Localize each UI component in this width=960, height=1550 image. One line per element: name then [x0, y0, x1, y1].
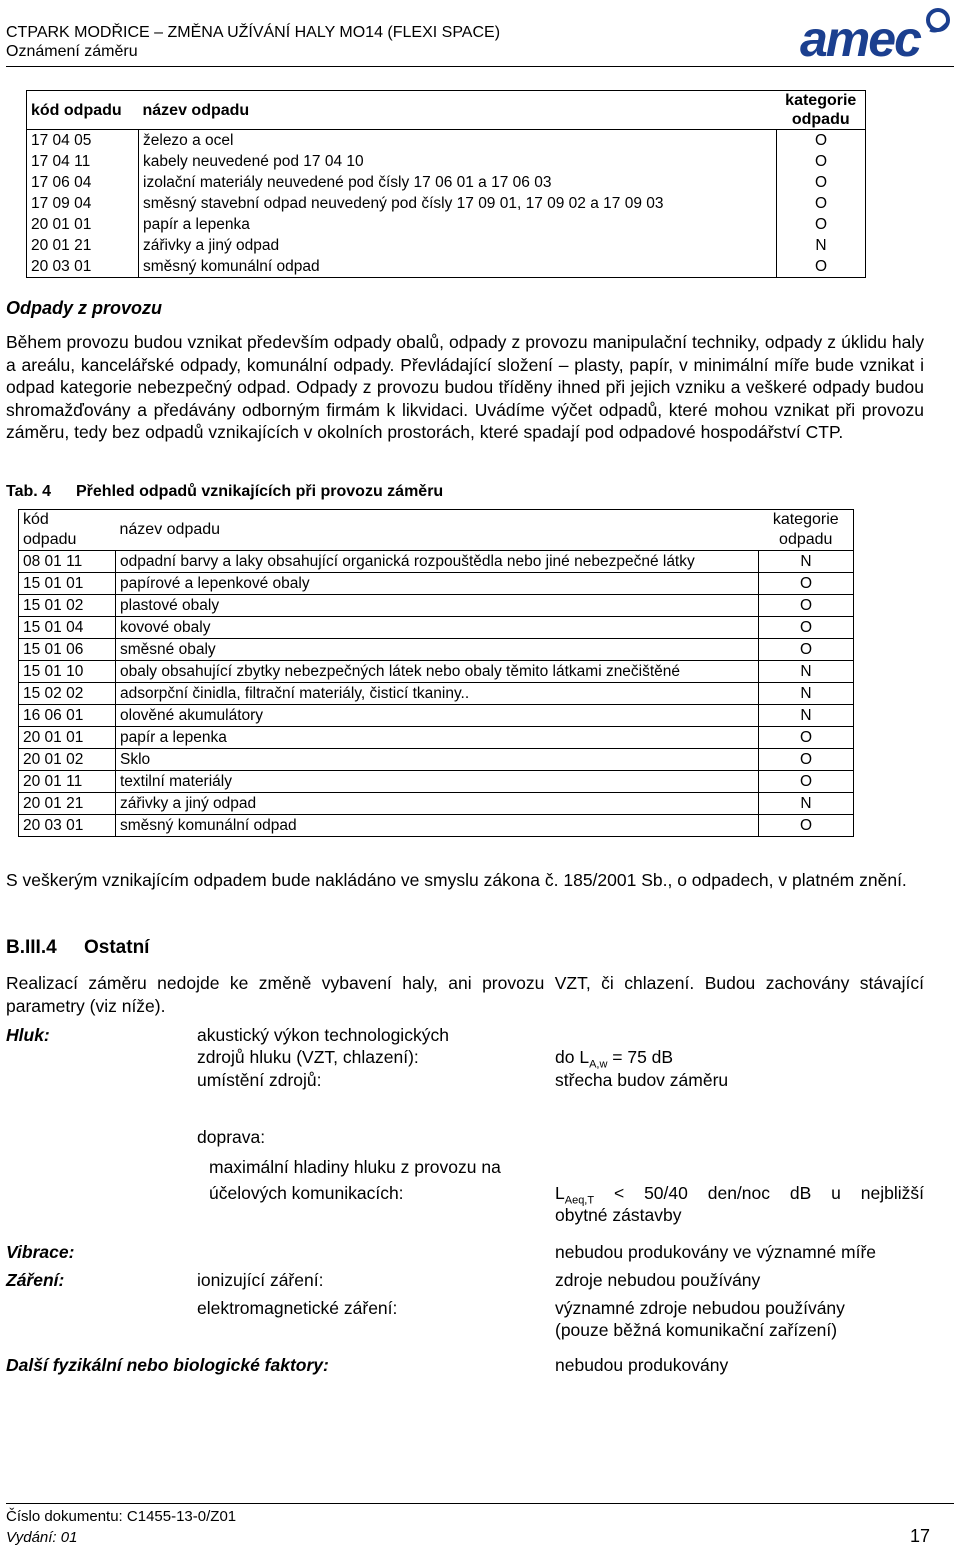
paragraph-ostatni: Realizací záměru nedojde ke změně vybavení haly, ani provozu VZT, či chlazení. Budou zachovány stávající parametry (viz níže).	[6, 973, 924, 1016]
dalsi-faktory-value: nebudou produkovány	[555, 1355, 729, 1375]
table-row: 20 01 01 papír a lepenka O	[19, 727, 854, 749]
hluk-line-1: akustický výkon technologických	[197, 1025, 449, 1045]
label-dalsi-faktory: Další fyzikální nebo biologické faktory:	[6, 1355, 329, 1375]
doprava-line-1: maximální hladiny hluku z provozu na	[209, 1157, 501, 1177]
doprava-label: doprava:	[197, 1127, 266, 1147]
footer-rule	[6, 1503, 954, 1504]
col-header-category: kategorie odpadu	[759, 510, 854, 551]
zareni-em-value-1: významné zdroje nebudou používány	[555, 1298, 845, 1318]
doprava-line-2: účelových komunikacích:	[209, 1183, 404, 1203]
col-header-name: název odpadu	[139, 91, 777, 130]
vibrace-value: nebudou produkovány ve významné míře	[555, 1242, 877, 1262]
table-row: 17 04 11 kabely neuvedené pod 17 04 10 O	[27, 151, 866, 172]
table-row: 17 06 04 izolační materiály neuvedené pod čísly 17 06 01 a 17 06 03 O	[27, 172, 866, 193]
hluk-value: do $L_{A,w} = 75$ dB	[555, 1047, 674, 1071]
hluk-value-3: střecha budov záměru	[555, 1070, 729, 1090]
hluk-line-3: umístění zdrojů:	[197, 1070, 322, 1090]
section-heading-provoz: Odpady z provozu	[6, 298, 163, 318]
paragraph-provoz: Během provozu budou vznikat především odpady obalů, odpady z provozu manipulační techniky, odpady z úklidu haly a areálu, kancelářské odpady, komunální odpady. Převládající složení – plasty, papír, v minimální míře bude vznikat i odpad kategorie nebezpečný odpad. Odpady z provozu budou tříděny ihned při jejich vzniku a veškeré odpady budou shromažďovány a předávány odborným firmám k likvidaci. Uvádíme výčet odpadů, které mohou vznikat při provozu záměru, tedy bez odpadů vznikajících v okolních prostorách, které spadají pod odpadové hospodářství CTP.	[6, 332, 924, 442]
doprava-value: $L_{Aeq,T} < 50/40$ den/noc dB u nejbližší	[555, 1183, 924, 1207]
col-header-code: kód odpadu	[27, 91, 139, 130]
zareni-em-value-2: (pouze běžná komunikační zařízení)	[555, 1320, 838, 1340]
table-row: 15 01 02 plastové obaly O	[19, 595, 854, 617]
zareni-ionizing-value: zdroje nebudou používány	[555, 1270, 761, 1290]
table-row: 20 01 21 zářivky a jiný odpad N	[19, 793, 854, 815]
table-row: 17 04 05 železo a ocel O	[27, 130, 866, 152]
document-subtitle: Oznámení záměru	[6, 43, 138, 60]
document-title: CTPARK MODŘICE – ZMĚNA UŽÍVÁNÍ HALY MO14 (FLEXI SPACE)	[6, 24, 501, 41]
table-row: 20 01 11 textilní materiály O	[19, 771, 854, 793]
table-row: 17 09 04 směsný stavební odpad neuvedený pod čísly 17 09 01, 17 09 02 a 17 09 03 O	[27, 193, 866, 214]
table-row: 15 01 06 směsné obaly O	[19, 639, 854, 661]
zareni-ionizing: ionizující záření:	[197, 1270, 324, 1290]
footer-doc-number: Číslo dokumentu: C1455-13-0/Z01	[6, 1508, 237, 1525]
table-row: 15 01 10 obaly obsahující zbytky nebezpečných látek nebo obaly těmito látkami znečištěné N	[19, 661, 854, 683]
hluk-line-2: zdrojů hluku (VZT, chlazení):	[197, 1047, 419, 1067]
col-header-name: název odpadu	[116, 510, 759, 551]
table-row: 15 02 02 adsorpční činidla, filtrační materiály, čisticí tkaniny.. N	[19, 683, 854, 705]
col-header-category: kategorie odpadu	[777, 91, 866, 130]
table-row: 08 01 11 odpadní barvy a laky obsahující organická rozpouštědla nebo jiné nebezpečné látky N	[19, 551, 854, 573]
table-row: 20 01 02 Sklo O	[19, 749, 854, 771]
waste-table-construction	[26, 90, 866, 278]
label-vibrace: Vibrace:	[6, 1242, 75, 1262]
section-title: Ostatní	[84, 937, 150, 958]
table-row: 20 01 21 zářivky a jiný odpad N	[27, 235, 866, 256]
header-rule	[6, 66, 954, 67]
doprava-value-line-2: obytné zástavby	[555, 1205, 682, 1225]
zareni-em: elektromagnetické záření:	[197, 1298, 398, 1318]
footer-issue: Vydání: 01	[6, 1529, 78, 1546]
table-row: 15 01 04 kovové obaly O	[19, 617, 854, 639]
table-row: 20 01 01 papír a lepenka O	[27, 214, 866, 235]
table-row: 16 06 01 olověné akumulátory N	[19, 705, 854, 727]
table-label: Tab. 4	[6, 483, 52, 500]
col-header-code: kód odpadu	[19, 510, 116, 551]
label-zareni: Záření:	[6, 1270, 65, 1290]
amec-logo	[798, 4, 956, 64]
waste-table-operation	[18, 509, 854, 837]
table-caption: Přehled odpadů vznikajících při provozu záměru	[76, 483, 444, 500]
label-hluk: Hluk:	[6, 1025, 50, 1045]
paragraph-legislation: S veškerým vznikajícím odpadem bude nakládáno ve smyslu zákona č. 185/2001 Sb., o odpadech, v platném znění.	[6, 870, 907, 890]
page-number: 17	[909, 1526, 930, 1546]
table-row: 20 03 01 směsný komunální odpad O	[27, 256, 866, 278]
amec-logo-text: amec	[800, 11, 920, 64]
table-row: 15 01 01 papírové a lepenkové obaly O	[19, 573, 854, 595]
section-number: B.III.4	[6, 937, 57, 958]
table-row: 20 03 01 směsný komunální odpad O	[19, 815, 854, 837]
